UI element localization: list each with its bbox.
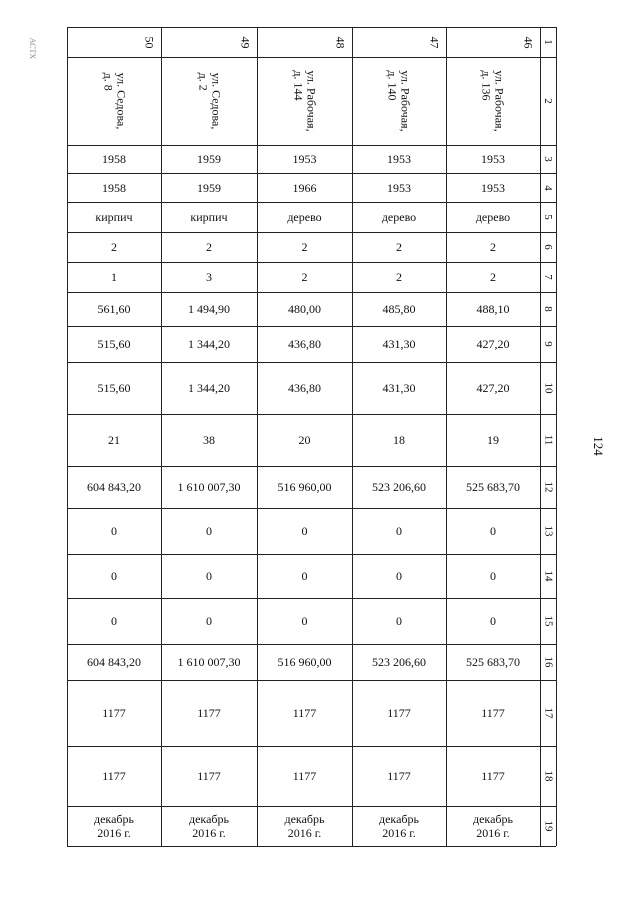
row-number-text: 14: [542, 570, 554, 582]
table-cell: 20: [298, 433, 311, 447]
row-number-text: 3: [542, 156, 554, 162]
row-number: [540, 232, 556, 262]
column-number-text: 50: [142, 36, 157, 48]
column-address: [67, 57, 161, 145]
table-cell: 21: [108, 433, 120, 447]
date-line: декабрь: [473, 812, 513, 826]
table-cell: 0: [490, 569, 496, 583]
row-number: [540, 145, 556, 173]
table-cell: 525 683,70: [466, 480, 520, 494]
table-cell: 1: [111, 270, 117, 284]
column-address: [257, 57, 352, 145]
table-cell: 436,80: [288, 337, 321, 351]
table-cell: 1 610 007,30: [177, 480, 241, 494]
table-cell: 1 344,20: [188, 337, 230, 351]
row-number-text: 13: [542, 525, 554, 537]
table-cell: 0: [111, 524, 117, 538]
table-cell: 0: [396, 524, 402, 538]
table-cell: дерево: [381, 210, 417, 224]
date-cell: [67, 806, 161, 846]
date-cell: [352, 806, 446, 846]
column-number: [446, 27, 540, 57]
row-number-text: 12: [542, 481, 554, 493]
row-number-text: 2: [542, 98, 554, 104]
table-cell: 0: [301, 614, 308, 628]
date-line: 2016 г.: [97, 826, 131, 840]
table-cell: 0: [490, 524, 496, 538]
table-cell: 2: [301, 270, 308, 284]
table-cell: 2: [396, 270, 402, 284]
table-cell: 1177: [387, 769, 411, 783]
row-number: [540, 554, 556, 598]
table-cell: 2: [490, 270, 496, 284]
row-number: [540, 806, 556, 846]
row-number-text: 1: [542, 39, 554, 45]
row-number-text: 4: [542, 184, 554, 191]
address-line: ул. Седова,: [209, 72, 223, 130]
row-number-text: 10: [542, 382, 554, 394]
date-cell: [446, 806, 540, 846]
table-cell: 0: [206, 614, 212, 628]
row-number: [540, 27, 556, 57]
table-cell: 431,30: [382, 337, 416, 351]
row-number-text: 8: [542, 306, 554, 312]
table-cell: 516 960,00: [277, 480, 332, 494]
table-cell: 0: [301, 569, 308, 583]
table-cell: 0: [396, 569, 402, 583]
table-cell: 1177: [197, 769, 221, 783]
date-line: декабрь: [94, 812, 134, 826]
column-number: [352, 27, 446, 57]
column-number: [161, 27, 257, 57]
table-cell: 1953: [481, 180, 505, 195]
column-address: [352, 57, 446, 145]
row-number: [540, 292, 556, 326]
row-number: [540, 508, 556, 554]
column-number-text: 47: [427, 36, 442, 48]
row-number: [540, 680, 556, 746]
address-text: [291, 70, 317, 131]
table-cell: 1966: [292, 180, 317, 195]
table-cell: 1177: [481, 769, 505, 783]
table-cell: 18: [393, 433, 405, 447]
table-cell: 2: [301, 240, 308, 254]
date-line: декабрь: [379, 812, 419, 826]
table-cell: 1953: [292, 152, 317, 166]
table-cell: 1177: [197, 706, 221, 720]
date-line: 2016 г.: [192, 826, 226, 840]
address-text: [480, 70, 506, 131]
row-number-text: 15: [542, 615, 554, 627]
row-number: [540, 57, 556, 145]
date-cell: [257, 806, 352, 846]
row-number: [540, 644, 556, 680]
address-line: д. 144: [291, 70, 306, 101]
address-text: [101, 73, 127, 130]
table-cell: 1953: [387, 180, 411, 195]
table-cell: 1177: [102, 769, 126, 783]
table-cell: 2: [111, 240, 117, 254]
table-cell: 0: [206, 569, 212, 583]
column-number: [67, 27, 161, 57]
column-number-text: 46: [521, 36, 536, 48]
column-address: [161, 57, 257, 145]
date-line: 2016 г.: [287, 826, 322, 840]
date-line: декабрь: [189, 812, 229, 826]
row-number-text: 6: [542, 244, 554, 250]
address-text: [196, 73, 222, 130]
table-cell: 0: [111, 569, 117, 583]
table-cell: 604 843,20: [87, 655, 141, 669]
row-number-text: 19: [542, 820, 554, 832]
row-number: [540, 202, 556, 232]
date-cell: [161, 806, 257, 846]
row-number-text: 9: [542, 341, 554, 347]
table-cell: 1177: [292, 706, 317, 720]
table-cell: 1177: [102, 706, 126, 720]
table-cell: 515,60: [97, 337, 131, 351]
table-cell: 1959: [197, 180, 221, 195]
table-cell: 1177: [292, 769, 317, 783]
row-number: [540, 262, 556, 292]
page-number: 124: [590, 436, 606, 456]
table-cell: 0: [396, 614, 402, 628]
table-cell: 2: [206, 240, 212, 254]
table-cell: 436,80: [288, 381, 321, 395]
table-cell: 427,20: [476, 337, 510, 351]
row-number: [540, 362, 556, 414]
table-cell: 1177: [481, 706, 505, 720]
table-cell: 604 843,20: [87, 480, 141, 494]
column-address: [446, 57, 540, 145]
table-cell: 1 344,20: [188, 381, 230, 395]
table-cell: 1958: [102, 152, 126, 166]
table-cell: 2: [490, 240, 496, 254]
table-cell: 0: [111, 614, 117, 628]
row-number: [540, 746, 556, 806]
table-cell: 0: [206, 524, 212, 538]
table-cell: 516 960,00: [277, 655, 332, 669]
table-cell: 488,10: [476, 302, 510, 316]
row-number: [540, 326, 556, 362]
address-line: ул. Рабочая,: [398, 70, 413, 132]
row-number-text: 7: [542, 274, 554, 280]
table-cell: 38: [203, 433, 215, 447]
date-line: декабрь: [284, 812, 325, 826]
table-cell: 2: [396, 240, 402, 254]
row-number-text: 16: [542, 656, 554, 668]
table-cell: 1958: [102, 180, 126, 195]
address-line: ул. Седова,: [114, 72, 128, 130]
table-vertical-rule: [556, 27, 557, 846]
table-cell: 1953: [481, 152, 505, 166]
row-number-text: 5: [542, 214, 554, 220]
row-number: [540, 598, 556, 644]
table-cell: 523 206,60: [372, 655, 426, 669]
row-number: [540, 466, 556, 508]
table-cell: кирпич: [95, 210, 133, 224]
margin-mark: АСТХ: [28, 37, 38, 60]
table-cell: 1953: [387, 152, 411, 166]
column-number-text: 49: [238, 36, 253, 48]
table-cell: 431,30: [382, 381, 416, 395]
table-cell: 1 610 007,30: [177, 655, 241, 669]
table-cell: 515,60: [97, 381, 131, 395]
table-cell: дерево: [475, 210, 511, 224]
address-line: ул. Рабочая,: [492, 70, 507, 132]
row-number: [540, 173, 556, 202]
row-number-text: 11: [542, 434, 554, 446]
row-number-text: 18: [542, 770, 554, 782]
table-cell: 19: [487, 433, 499, 447]
row-number-text: 17: [542, 707, 554, 719]
table-cell: 1 494,90: [188, 302, 230, 316]
table-cell: 427,20: [476, 381, 510, 395]
address-text: [386, 70, 412, 131]
table-cell: 485,80: [382, 302, 416, 316]
address-line: д. 136: [479, 70, 494, 101]
column-number: [257, 27, 352, 57]
table-cell: 525 683,70: [466, 655, 520, 669]
table-cell: 480,00: [288, 302, 321, 316]
date-line: 2016 г.: [382, 826, 416, 840]
table-cell: дерево: [287, 210, 322, 224]
table-cell: 0: [490, 614, 496, 628]
table-cell: 3: [206, 270, 212, 284]
table-cell: 561,60: [97, 302, 131, 316]
table-horizontal-rule: [67, 846, 556, 847]
table-cell: 523 206,60: [372, 480, 426, 494]
address-line: д. 8: [101, 72, 115, 91]
table-cell: 1959: [197, 152, 221, 166]
address-line: д. 2: [196, 72, 210, 91]
address-line: д. 140: [385, 70, 400, 101]
date-line: 2016 г.: [476, 826, 510, 840]
row-number: [540, 414, 556, 466]
address-line: ул. Рабочая,: [304, 70, 319, 132]
column-number-text: 48: [333, 36, 348, 48]
table-cell: кирпич: [190, 210, 228, 224]
table-cell: 1177: [387, 706, 411, 720]
table-cell: 0: [301, 524, 308, 538]
